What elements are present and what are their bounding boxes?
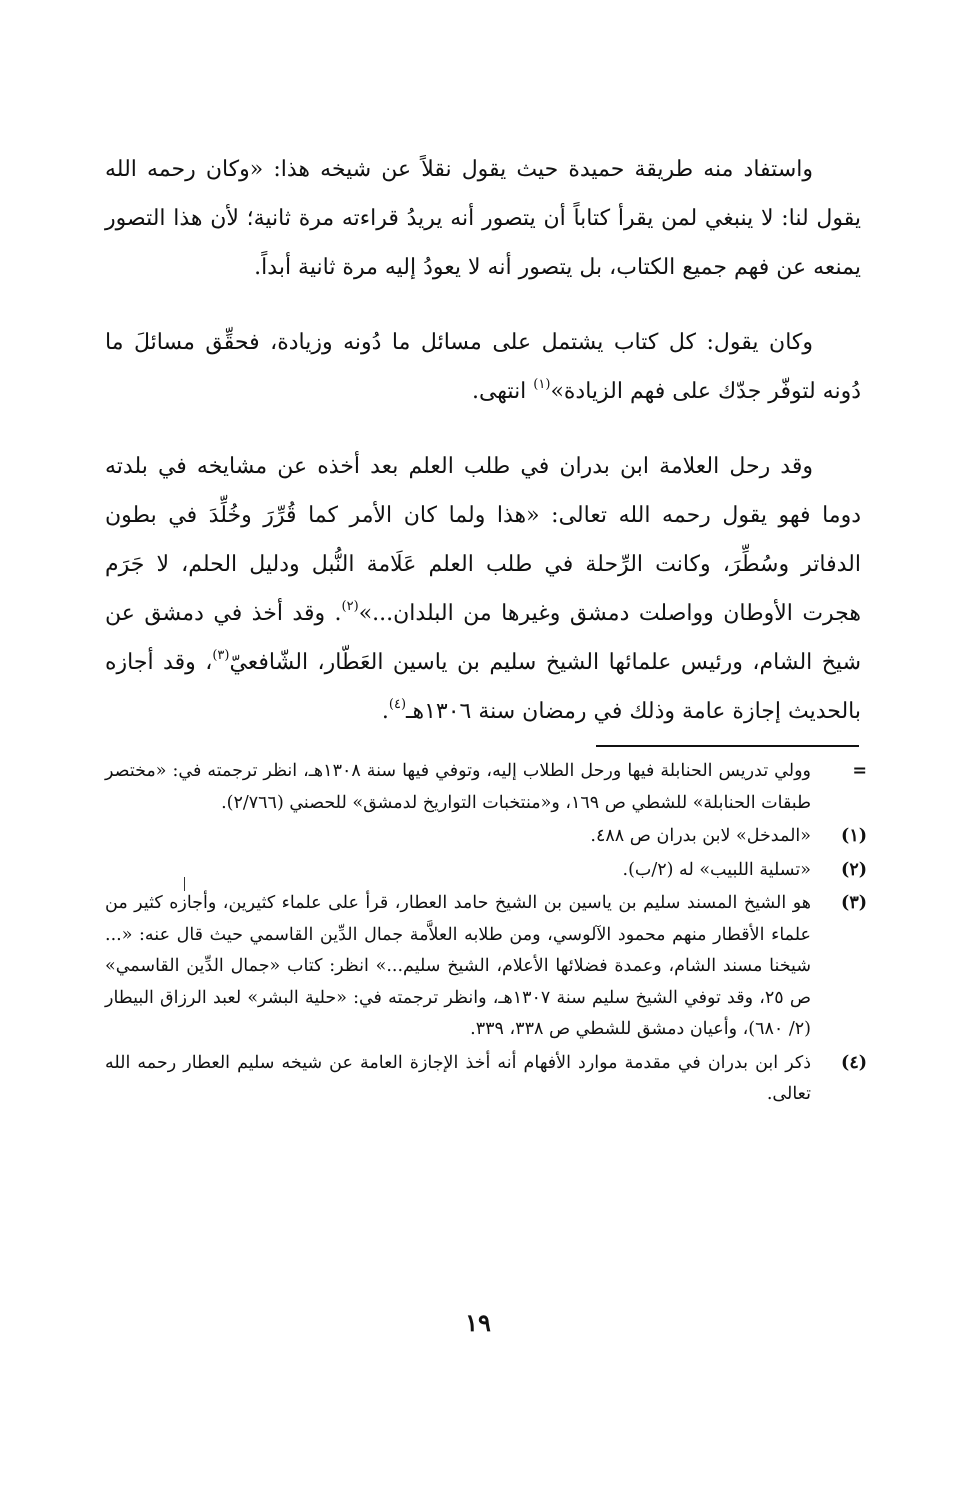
footnotes-section — [105, 756, 867, 1113]
footnote-text: «تسلية اللبيب» له (٢/ب). — [622, 859, 811, 880]
paragraph-3-part-3: ، وقد أجازه بالحديث إجازة عامة وذلك في رمضان سنة ١٣٠٦هـ — [105, 650, 861, 724]
footnote-divider — [596, 745, 859, 747]
footnote-text: هو الشيخ المسند سليم بن ياسين بن الشيخ حامد العطار، قرأ على علماء كثيرين، وأجازه كثير من علماء الأقطار منهم محمود الآلوسي، ومن طلابه العلاَّمة جمال الدِّين القاسمي حيث قال عنه: «... شيخنا مسند الشام، وعمدة فضلائها الأعلام، الشيخ سليم...» انظر: كتاب «جمال الدِّين القاسمي» ص ٢٥، وقد توفي الشيخ سليم سنة ١٣٠٧هـ، وانظر ترجمته في: «حلية البشر» لعبد الرزاق البيطار (٢/ ٦٨٠)، وأعيان دمشق للشطي ص ٣٣٨، ٣٣٩. — [105, 893, 811, 1039]
paragraph-2-text: وكان يقول: كل كتاب يشتمل على مسائل ما دُونه وزيادة، فحقِّق مسائلَ ما دُونه لتوفّر جدّك على فهم الزيادة» — [105, 330, 861, 404]
footnote-1 — [105, 821, 867, 853]
paragraph-3-end: . — [381, 699, 389, 724]
footnote-continuation — [105, 756, 867, 819]
paragraph-3-part-1: وقد رحل العلامة ابن بدران في طلب العلم بعد أخذه عن مشايخه في بلدته دوما فهو يقول رحمه الله تعالى: «هذا ولما كان الأمر كما قُرِّرَ وخُلِّدَ في بطون الدفاتر وسُطِّرَ، وكانت الرِّحلة في طلب العلم عَلَامة النُّبل ودليل الحلم، لا جَرَم هجرت الأوطان وواصلت دمشق وغيرها من البلدان...» — [105, 454, 861, 626]
paragraph-3-part-2: . وقد أخذ في دمشق عن شيخ الشام، ورئيس علمائها الشيخ سليم بن ياسين العَطّار، الشّافعيّ — [105, 601, 862, 675]
paragraph-3 — [105, 442, 861, 736]
footnote-mark: (٢) — [841, 859, 867, 880]
footnote-mark: = — [852, 761, 867, 781]
footnote-text: «المدخل» لابن بدران ص ٤٨٨. — [590, 826, 811, 846]
footnote-ref-3: (٣) — [212, 647, 230, 663]
footnote-text: وولي تدريس الحنابلة فيها ورحل الطلاب إليه، وتوفي فيها سنة ١٣٠٨هـ، انظر ترجمته في: «مختصر طبقات الحنابلة» للشطي ص ١٦٩، و«منتخبات التواريخ لدمشق» للحصني (٢/٧٦٦). — [105, 761, 811, 813]
page-number: ١٩ — [465, 1308, 491, 1337]
footnote-mark: (١) — [841, 826, 867, 846]
footnote-2 — [105, 855, 867, 887]
paragraph-1: واستفاد منه طريقة حميدة حيث يقول نقلاً عن شيخه هذا: «وكان رحمه الله يقول لنا: لا ينبغي لمن يقرأ كتاباً أن يتصور أنه يريدُ قراءته مرة ثانية؛ لأن هذا التصور يمنعه عن فهم جميع الكتاب، بل يتصور أنه لا يعودُ إليه مرة ثانية أبداً. — [105, 157, 861, 280]
footnote-text: ذكر ابن بدران في مقدمة موارد الأفهام أنه أخذ الإجازة العامة عن شيخه سليم العطار رحمه الله تعالى. — [105, 1052, 811, 1104]
footnote-mark: (٤) — [841, 1052, 867, 1073]
footnote-mark: (٣) — [841, 893, 867, 913]
paragraph-2 — [105, 318, 861, 416]
footnote-ref-2: (٢) — [341, 598, 359, 614]
footnote-3 — [105, 888, 867, 1046]
paragraph-2-end: انتهى. — [471, 379, 534, 404]
scan-artifact-mark — [184, 877, 185, 891]
footnote-4 — [105, 1048, 867, 1111]
main-text-block — [105, 145, 861, 736]
footnote-ref-4: (٤) — [388, 696, 407, 712]
footnote-ref-1: (١) — [533, 376, 551, 392]
